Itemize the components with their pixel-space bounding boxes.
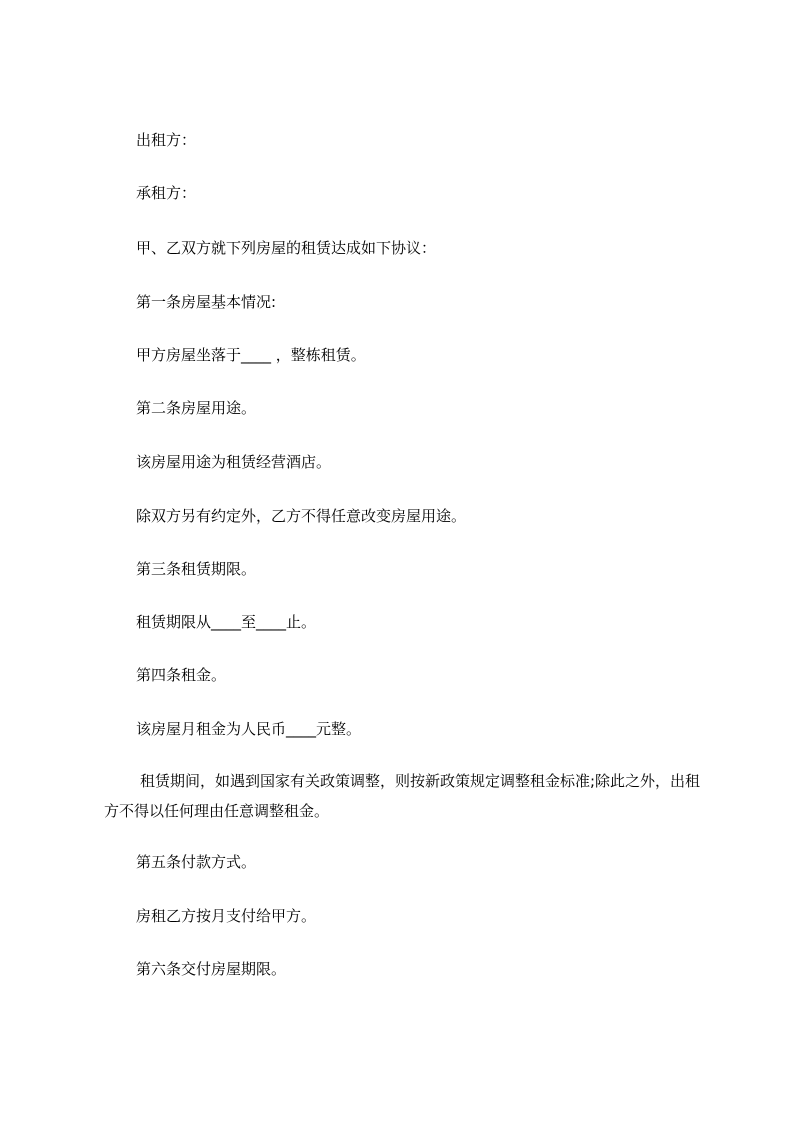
article-1-heading: 第一条房屋基本情况: — [136, 293, 277, 311]
usage-restriction-line: 除双方另有约定外，乙方不得任意改变房屋用途。 — [136, 507, 467, 525]
article-3-heading: 第三条租赁期限。 — [136, 560, 257, 578]
payment-method-line: 房租乙方按月支付给甲方。 — [136, 907, 317, 925]
article-4-heading: 第四条租金。 — [136, 666, 227, 684]
article-2-heading: 第二条房屋用途。 — [136, 399, 257, 417]
property-location-line: 甲方房屋坐落于____ ，整栋租赁。 — [136, 346, 366, 364]
rent-adjustment-paragraph: 租赁期间，如遇到国家有关政策调整，则按新政策规定调整租金标准;除此之外，出租方不得以任何理由任意调整租金。 — [104, 772, 701, 820]
lessor-line: 出租方： — [136, 131, 197, 149]
usage-line: 该房屋用途为租赁经营酒店。 — [136, 453, 332, 471]
lessee-line: 承租方： — [136, 184, 197, 202]
lease-term-line: 租赁期限从____至____止。 — [136, 613, 317, 631]
article-6-heading: 第六条交付房屋期限。 — [136, 960, 287, 978]
monthly-rent-line: 该房屋月租金为人民币____元整。 — [136, 720, 362, 738]
agreement-intro: 甲、乙双方就下列房屋的租赁达成如下协议： — [136, 239, 437, 257]
article-5-heading: 第五条付款方式。 — [136, 853, 257, 871]
